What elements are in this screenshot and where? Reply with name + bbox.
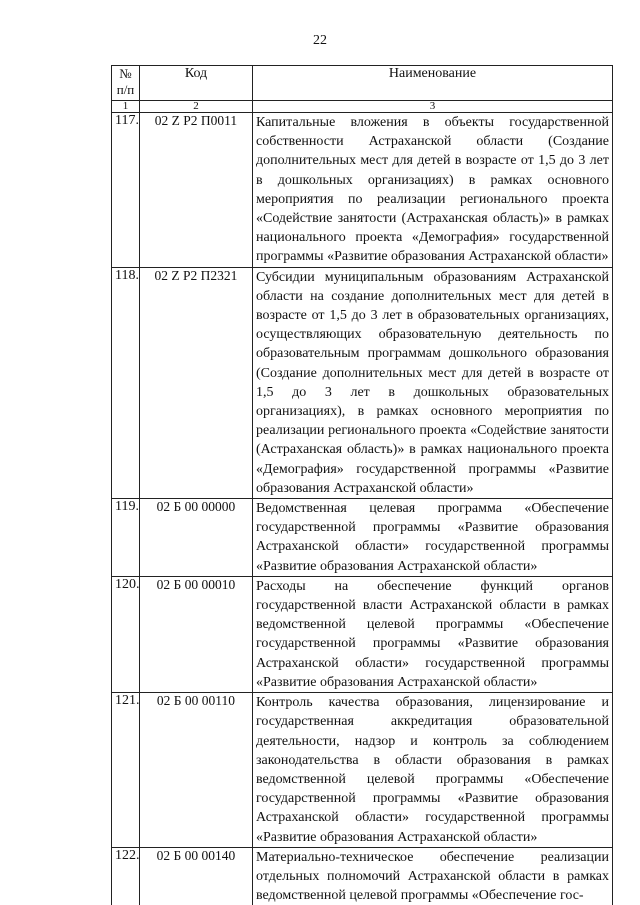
row-number: 121.: [112, 693, 140, 848]
column-index: 2: [140, 101, 253, 113]
header-number: № п/п: [112, 66, 140, 101]
row-code: 02 Б 00 00010: [140, 576, 253, 692]
row-name: Субсидии муниципальным образованиям Астраханской области на создание дополнительных мест для детей в возрасте от 1,5 до 3 лет в образовательных организациях, осуществляющих образовательную деятельность по образовательным программам дошкольного образования (Создание дополнительных мест для детей в возрасте от 1,5 до 3 лет в дошкольных образовательных организациях), в рамках основного мероприятия по реализации регионального проекта «Содействие занятости (Астраханская область)» в рамках национального проекта «Демография» государственной программы «Развитие образования Астраханской области»: [253, 267, 613, 498]
row-code: 02 Б 00 00140: [140, 847, 253, 905]
row-code: 02 Z P2 П0011: [140, 113, 253, 268]
row-code: 02 Б 00 00000: [140, 499, 253, 577]
table-row: [112, 576, 613, 692]
row-name: Капитальные вложения в объекты государственной собственности Астраханской области (Создание дополнительных мест для детей в возрасте от 1,5 до 3 лет в дошкольных организациях) в рамках основного мероприятия по реализации регионального проекта «Содействие занятости (Астраханская область)» в рамках национального проекта «Демография» государственной программы «Развитие образования Астраханской области»: [253, 113, 613, 268]
column-index: 1: [112, 101, 140, 113]
row-number: 119.: [112, 499, 140, 577]
header-code: Код: [140, 66, 253, 101]
page-number: 22: [313, 33, 327, 48]
column-index: 3: [253, 101, 613, 113]
table-row: [112, 499, 613, 577]
row-number: 117.: [112, 113, 140, 268]
column-index-row: [112, 101, 613, 113]
table-row: [112, 847, 613, 905]
row-name: Расходы на обеспечение функций органов государственной власти Астраханской области в рамках ведомственной целевой программы «Обеспечение государственной программы «Развитие образования Астраханской области» государственной программы «Развитие образования Астраханской области»: [253, 576, 613, 692]
table-row: [112, 267, 613, 498]
budget-codes-table: [111, 65, 613, 905]
table-row: [112, 693, 613, 848]
row-name: Материально-техническое обеспечение реализации отдельных полномочий Астраханской области в рамках ведомственной целевой программы «Обеспечение гос-: [253, 847, 613, 905]
row-name: Контроль качества образования, лицензирование и государственная аккредитация образовательной деятельности, надзор и контроль за соблюдением законодательства в области образования в рамках ведомственной целевой программы «Обеспечение государственной программы «Развитие образования Астраханской области» государственной программы «Развитие образования Астраханской области»: [253, 693, 613, 848]
row-code: 02 Z P2 П2321: [140, 267, 253, 498]
header-name: Наименование: [253, 66, 613, 101]
row-number: 118.: [112, 267, 140, 498]
row-name: Ведомственная целевая программа «Обеспечение государственной программы «Развитие образования Астраханской области» государственной программы «Развитие образования Астраханской области»: [253, 499, 613, 577]
row-code: 02 Б 00 00110: [140, 693, 253, 848]
row-number: 120.: [112, 576, 140, 692]
table-row: [112, 113, 613, 268]
row-number: 122.: [112, 847, 140, 905]
table-header-row: [112, 66, 613, 101]
